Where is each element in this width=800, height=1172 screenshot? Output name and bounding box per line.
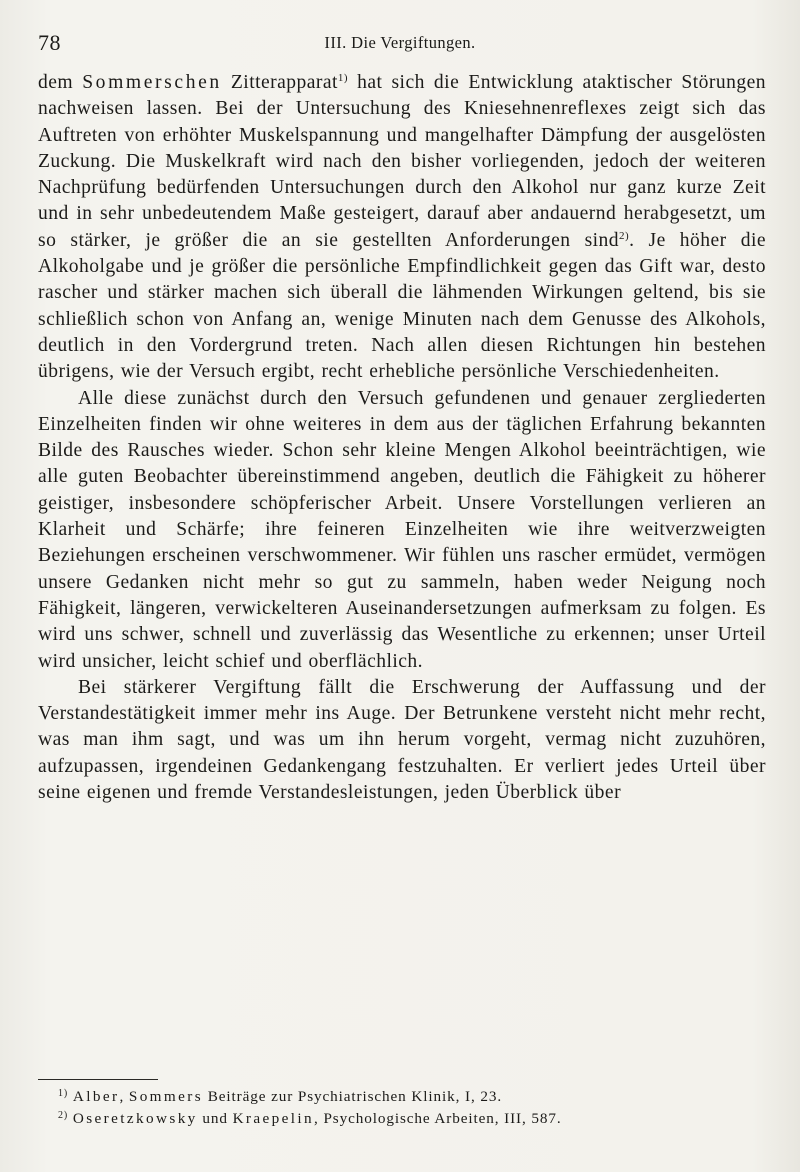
paragraph-3: Bei stärkerer Vergiftung fällt die Erschwerung der Auffassung und der Verstandestätigkeit immer mehr ins Auge. Der Betrunkene versteht nicht mehr recht, was man ihm sagt, und was um ihn herum vorgeht, vermag nicht zuzuhören, aufzupassen, irgendeinen Gedankengang festzuhalten. Er verliert jedes Urteil über seine eigenen und fremde Verstandesleistungen, jeden Überblick über — [38, 676, 766, 804]
footnote-2 — [58, 1108, 758, 1130]
page-header — [38, 30, 762, 60]
paragraph-1-text-a: dem — [38, 72, 83, 93]
footnote-divider — [38, 1079, 158, 1080]
footnote-mark: 1) — [58, 1088, 69, 1099]
body-text — [38, 70, 766, 806]
footnote-ref-author: Kraepelin — [232, 1110, 315, 1127]
paragraph-1-text-d: . Je höher die Alkoholgabe und je größer die persönliche Empfindlichkeit gegen das Gift war, desto rascher und stärker machen sich überall die lähmenden Wirkungen geltend, bis sie schließlich schon von Anfang an, wenige Minuten nach dem Genusse des Alkohols, deutlich in den Vordergrund treten. Nach allen diesen Richtungen hin bestehen übrigens, wie der Versuch ergibt, recht erhebliche persönliche Verschiedenheiten. — [38, 229, 766, 383]
footnote-ref-1[interactable]: 1) — [337, 72, 348, 84]
paragraph-1-text-b: Zitterapparat — [221, 72, 338, 93]
running-head: III. Die Vergiftungen. — [324, 33, 476, 52]
footnote-author: Oseretzkowsky — [72, 1110, 198, 1127]
paragraph-2: Alle diese zunächst durch den Versuch gefundenen und genauer zergliederten Einzelheiten finden wir ohne weiteres in dem aus der täglichen Erfahrung bekannten Bilde des Rausches wieder. Schon sehr kleine Mengen Alkohol beeinträchtigen, wie alle guten Beobachter übereinstimmend angeben, deutlich die Fähigkeit zu höherer geistiger, insbesondere schöpferischer Arbeit. Unsere Vorstellungen verlieren an Klarheit und Schärfe; ihre feineren Einzelheiten wie ihre weitverzweigten Beziehungen erscheinen verschwommener. Wir fühlen uns rascher ermüdet, vermögen unsere Gedanken nicht mehr so gut zu sammeln, haben weder Neigung noch Fähigkeit, längeren, verwickelteren Auseinandersetzungen aufmerksam zu folgen. Es wird uns schwer, schnell und zuverlässig das Wesentliche zu erkennen; unser Urteil wird unsicher, leicht schief und oberflächlich. — [38, 387, 766, 672]
footnote-separator: und — [197, 1110, 233, 1127]
paragraph-1-text-c: hat sich die Entwicklung ataktischer Störungen nachweisen lassen. Bei der Untersuchung des Kniesehnenreflexes zeigt sich das Auftreten von erhöhter Muskelspannung und mangelhafter Dämpfung der ausgelösten Zuckung. Die Muskelkraft wird nach den bisher vorliegenden, jedoch der weiteren Nachprüfung bedürfenden Untersuchungen durch den Alkohol nur ganz kurze Zeit und in sehr unbedeutendem Maße gesteigert, darauf aber andauernd herabgesetzt, um so stärker, je größer die an sie gestellten Anforderungen sind — [38, 72, 766, 251]
page-number: 78 — [38, 30, 61, 55]
footnote-author: Alber — [72, 1088, 120, 1105]
footnotes — [58, 1086, 758, 1130]
footnote-text: , Psychologische Arbeiten, III, 587. — [314, 1110, 562, 1127]
emphasized-name-sommer: Sommerschen — [82, 72, 222, 93]
footnote-ref-author: Sommers — [128, 1088, 204, 1105]
footnote-mark: 2) — [58, 1110, 69, 1121]
footnote-1 — [58, 1086, 758, 1108]
paragraph-1 — [38, 70, 766, 386]
footnote-separator: , — [119, 1088, 129, 1105]
footnote-text: Beiträge zur Psychiatrischen Klinik, I, 23. — [203, 1088, 503, 1105]
footnote-ref-2[interactable]: 2) — [619, 229, 630, 242]
